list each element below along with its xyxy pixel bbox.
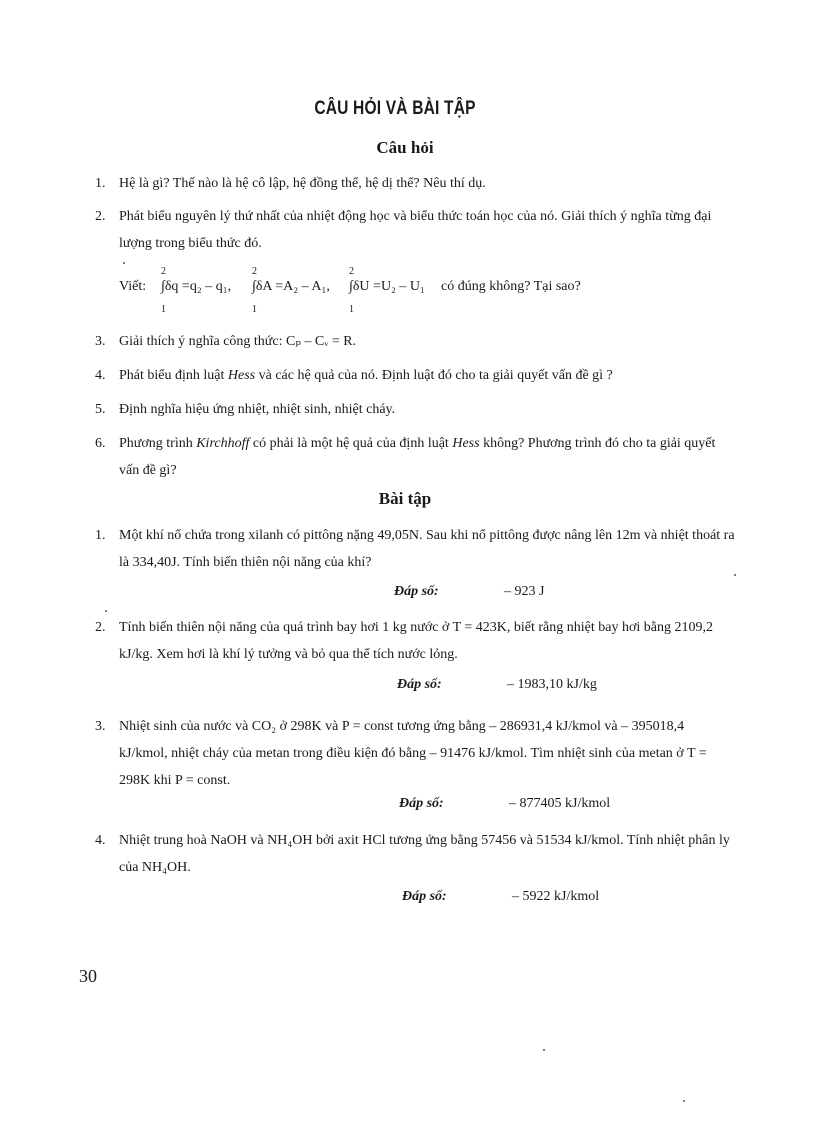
scan-speck xyxy=(734,574,736,576)
exercise-4-answer xyxy=(402,889,600,905)
question-2 xyxy=(95,203,735,257)
exercises-heading: Bài tập xyxy=(378,489,432,508)
question-number: 4. xyxy=(95,368,106,383)
question-6 xyxy=(95,430,735,484)
exercise-number: 2. xyxy=(95,620,106,635)
answer-label: Đáp số: xyxy=(399,796,444,811)
question-text-part: không? Phương trình đó cho ta giải quyết vấn đề gì? xyxy=(119,436,716,478)
exercise-3 xyxy=(95,713,735,794)
law-name: Hess xyxy=(227,368,256,383)
integral-lower-limit: 1 xyxy=(252,304,257,315)
scan-speck xyxy=(105,610,107,612)
scan-speck xyxy=(123,262,125,264)
question-text xyxy=(119,430,735,484)
questions-heading: Câu hỏi xyxy=(376,138,434,157)
question-number: 2. xyxy=(95,209,106,224)
question-text-part: Phát biểu định luật xyxy=(119,368,228,383)
answer-label: Đáp số: xyxy=(402,889,447,904)
integral-upper-limit: 2 xyxy=(252,266,257,277)
formula-suffix: có đúng không? Tại sao? xyxy=(441,279,581,294)
integral-upper-limit: 2 xyxy=(349,266,354,277)
page-title: CÂU HỎI VÀ BÀI TẬP xyxy=(314,98,476,119)
integral-heat: ∫δq =q₂ – q₁, xyxy=(161,279,232,294)
scan-speck xyxy=(543,1049,545,1051)
exercise-4 xyxy=(95,827,735,881)
integral-formula-row xyxy=(119,266,679,322)
integral-upper-limit: 2 xyxy=(161,266,166,277)
exercise-text: Một khí nổ chứa trong xilanh có pittông nặng 49,05N. Sau khi nổ pittông được nâng lên 12m và nhiệt thoát ra là 334,40J. Tính biến thiên nội năng của khí? xyxy=(119,528,735,570)
exercise-1 xyxy=(95,522,735,576)
exercise-2-answer xyxy=(397,677,597,693)
question-1 xyxy=(95,170,735,197)
law-name: Hess xyxy=(452,436,480,451)
equation-name: Kirchhoff xyxy=(196,436,250,451)
exercise-2 xyxy=(95,614,735,668)
question-number: 5. xyxy=(95,402,106,417)
exercise-3-answer xyxy=(399,796,611,812)
answer-value: – 923 J xyxy=(504,584,545,599)
question-text: Định nghĩa hiệu ứng nhiệt, nhiệt sinh, nhiệt cháy. xyxy=(119,402,396,417)
integral-lower-limit: 1 xyxy=(161,304,166,315)
question-text xyxy=(119,362,735,389)
answer-label: Đáp số: xyxy=(397,677,442,692)
answer-value: – 1983,10 kJ/kg xyxy=(507,677,597,692)
page-number: 30 xyxy=(79,966,97,986)
scan-speck xyxy=(683,1100,685,1102)
integral-work: ∫δA =A₂ – A₁, xyxy=(252,279,330,294)
question-text: Phát biểu nguyên lý thứ nhất của nhiệt động học và biểu thức toán học của nó. Giải thích ý nghĩa từng đại lượng trong biểu thức đó. xyxy=(119,209,712,251)
exercise-text: Nhiệt sinh của nước và CO₂ ở 298K và P = const tương ứng bằng – 286931,4 kJ/kmol và – 395018,4 kJ/kmol, nhiệt cháy của metan trong điều kiện đó bằng – 91476 kJ/kmol. Tìm nhiệt sinh của metan ở T = 298K khi P = const. xyxy=(119,719,707,788)
question-number: 1. xyxy=(95,176,106,191)
question-text-part: và các hệ quả của nó. Định luật đó cho ta giải quyết vấn đề gì ? xyxy=(255,368,613,383)
question-text-part: Phương trình xyxy=(119,436,197,451)
exercise-text: Tính biến thiên nội năng của quá trình bay hơi 1 kg nước ở T = 423K, biết rằng nhiệt bay hơi bằng 2109,2 kJ/kg. Xem hơi là khí lý tưởng và bỏ qua thể tích nước lỏng. xyxy=(119,620,713,662)
exercise-1-answer xyxy=(394,584,545,600)
question-text: Hệ là gì? Thế nào là hệ cô lập, hệ đồng thể, hệ dị thể? Nêu thí dụ. xyxy=(119,176,486,191)
question-3 xyxy=(95,328,735,355)
answer-label: Đáp số: xyxy=(394,584,439,599)
exercise-number: 3. xyxy=(95,719,106,734)
question-4 xyxy=(95,362,735,389)
question-number: 6. xyxy=(95,436,106,451)
formula-prefix: Viết: xyxy=(119,279,147,294)
question-text: Giải thích ý nghĩa công thức: Cₚ – Cᵥ = R. xyxy=(119,334,357,349)
exercise-number: 4. xyxy=(95,833,106,848)
integral-energy: ∫δU =U₂ – U₁ xyxy=(349,279,425,294)
exercise-text: Nhiệt trung hoà NaOH và NH₄OH bởi axit HCl tương ứng bằng 57456 và 51534 kJ/kmol. Tính nhiệt phân ly của NH₄OH. xyxy=(119,833,730,875)
exercise-number: 1. xyxy=(95,528,106,543)
answer-value: – 5922 kJ/kmol xyxy=(512,889,600,904)
integral-lower-limit: 1 xyxy=(349,304,354,315)
question-number: 3. xyxy=(95,334,106,349)
question-text-part: có phải là một hệ quả của định luật xyxy=(249,436,453,451)
answer-value: – 877405 kJ/kmol xyxy=(509,796,611,811)
question-5 xyxy=(95,396,735,423)
